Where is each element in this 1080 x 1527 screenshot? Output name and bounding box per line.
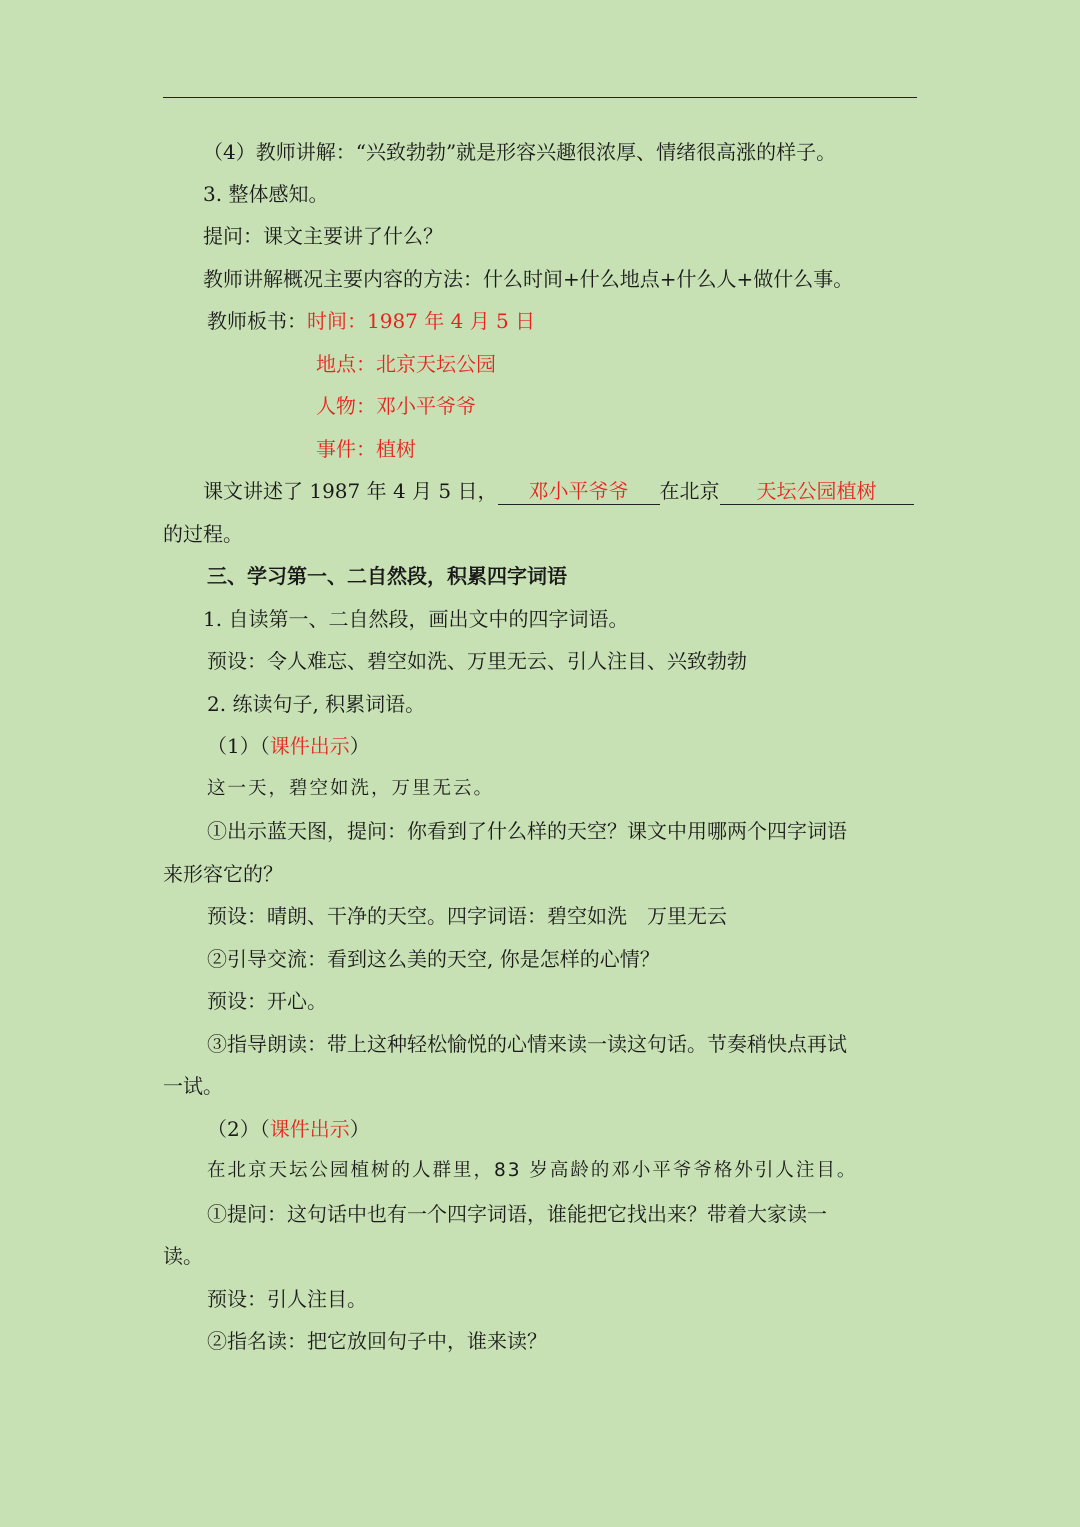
summary-middle: 在北京 (659, 479, 720, 503)
board-person: 人物：邓小平爷爷 (316, 394, 476, 418)
paren-open: （ (259, 734, 270, 758)
q2-line: ②引导交流：看到这么美的天空, 你是怎样的心情？ (207, 947, 660, 971)
q3-line-a: ③指导朗读：带上这种轻松愉悦的心情来读一读这句话。节奏稍快点再试 (207, 1032, 847, 1056)
courseware-label: 课件出示 (269, 734, 350, 758)
r2-line: ②指名读：把它放回句子中，谁来读？ (207, 1329, 547, 1353)
blank-place-event: 天坛公园植树 (720, 478, 914, 505)
part-number: （2） (207, 1117, 260, 1141)
paren-close: ） (349, 734, 370, 758)
section-three-heading: 三、学习第一、二自然段，积累四字词语 (207, 564, 567, 588)
summary-sentence (203, 477, 914, 505)
board-time: 时间：1987 年 4 月 5 日 (307, 309, 536, 333)
step-one: 1. 自读第一、二自然段，画出文中的四字词语。 (203, 607, 629, 631)
q3-line-b: 一试。 (163, 1074, 223, 1098)
quote-sentence-one: 这一天，碧空如洗，万里无云。 (207, 778, 495, 799)
blank-person: 邓小平爷爷 (498, 478, 660, 505)
quote-sentence-two: 在北京天坛公园植树的人群里，83 岁高龄的邓小平爷爷格外引人注目。 (207, 1160, 858, 1181)
q2-preset: 预设：开心。 (207, 989, 327, 1013)
r1-preset: 预设：引人注目。 (207, 1287, 367, 1311)
q1-preset: 预设：晴朗、干净的天空。四字词语：碧空如洗 万里无云 (207, 904, 727, 928)
blackboard-time-line (207, 307, 535, 335)
summary-method: 教师讲解概况主要内容的方法：什么时间+什么地点+什么人+做什么事。 (203, 267, 854, 291)
teacher-explanation: （4）教师讲解：“兴致勃勃”就是形容兴趣很浓厚、情绪很高涨的样子。 (203, 140, 837, 164)
step-one-preset: 预设：令人难忘、碧空如洗、万里无云、引人注目、兴致勃勃 (207, 649, 747, 673)
r1-line-b: 读。 (163, 1244, 203, 1268)
header-rule (163, 97, 917, 98)
step-two: 2. 练读句子, 积累词语。 (207, 692, 426, 716)
summary-prefix: 课文讲述了 1987 年 4 月 5 日， (203, 479, 498, 503)
courseware-label: 课件出示 (269, 1117, 350, 1141)
r1-line-a: ①提问：这句话中也有一个四字词语，谁能把它找出来？带着大家读一 (207, 1202, 827, 1226)
overall-perception-heading: 3. 整体感知。 (203, 182, 329, 206)
paren-open: （ (259, 1117, 270, 1141)
board-event: 事件：植树 (316, 437, 416, 461)
board-place: 地点：北京天坛公园 (316, 352, 496, 376)
part-number: （1） (207, 734, 260, 758)
q1-line-a: ①出示蓝天图，提问：你看到了什么样的天空？课文中用哪两个四字词语 (207, 819, 847, 843)
paren-close: ） (349, 1117, 370, 1141)
q1-line-b: 来形容它的？ (163, 862, 283, 886)
question-main-content: 提问：课文主要讲了什么？ (203, 224, 443, 248)
blackboard-label: 教师板书： (207, 309, 307, 333)
part-one-label (207, 732, 370, 760)
summary-ending: 的过程。 (163, 522, 243, 546)
part-two-label (207, 1115, 370, 1143)
